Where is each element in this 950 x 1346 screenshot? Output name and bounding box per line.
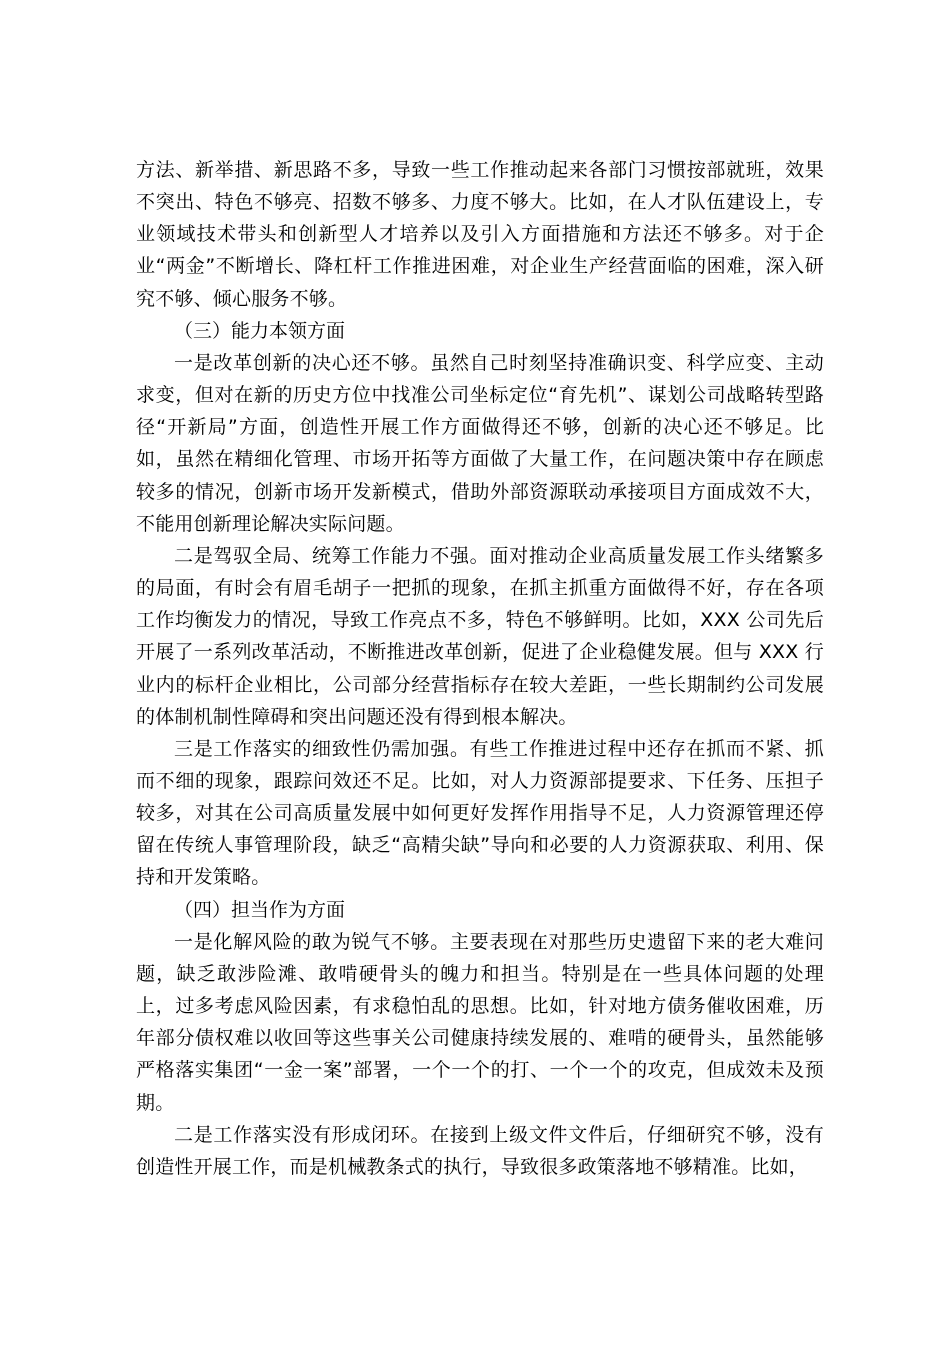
paragraph-reform-innovation: 一是改革创新的决心还不够。虽然自己时刻坚持准确识变、科学应变、主动求变，但对在新的历史方位中找准公司坐标定位“育先机”、谋划公司战略转型路径“开新局”方面，创造性开展工作方面做得还不够，创新的决心还不够足。比如，虽然在精细化管理、市场开拓等方面做了大量工作，在问题决策中存在顾虑较多的情况，创新市场开发新模式，借助外部资源联动承接项目方面成效不大，不能用创新理论解决实际问题。 bbox=[136, 351, 824, 535]
paragraph-closed-loop: 二是工作落实没有形成闭环。在接到上级文件文件后，仔细研究不够，没有创造性开展工作，而是机械教条式的执行，导致很多政策落地不够精准。比如， bbox=[136, 1123, 824, 1178]
section-heading-responsibility: （四）担当作为方面 bbox=[174, 898, 346, 921]
section-heading-ability: （三）能力本领方面 bbox=[174, 319, 346, 342]
paragraph-continuation: 方法、新举措、新思路不多，导致一些工作推动起来各部门习惯按部就班，效果不突出、特色不够亮、招数不够多、力度不够大。比如，在人才队伍建设上，专业领域技术带头和创新型人才培养以及引入方面措施和方法还不够多。对于企业“两金”不断增长、降杠杆工作推进困难，对企业生产经营面临的困难，深入研究不够、倾心服务不够。 bbox=[136, 159, 824, 310]
paragraph-overall-coordination: 二是驾驭全局、统筹工作能力不强。面对推动企业高质量发展工作头绪繁多的局面，有时会有眉毛胡子一把抓的现象，在抓主抓重方面做得不好，存在各项工作均衡发力的情况，导致工作亮点不多，特色不够鲜明。比如，XXX 公司先后开展了一系列改革活动，不断推进改革创新，促进了企业稳健发展。但与 XXX 行业内的标杆企业相比，公司部分经营指标存在较大差距，一些长期制约公司发展的体制机制性障碍和突出问题还没有得到根本解决。 bbox=[136, 544, 824, 728]
document-body bbox=[136, 154, 824, 1183]
paragraph-risk-resolution: 一是化解风险的敢为锐气不够。主要表现在对那些历史遗留下来的老大难问题，缺乏敢涉险滩、敢啃硬骨头的魄力和担当。特别是在一些具体问题的处理上，过多考虑风险因素，有求稳怕乱的思想。比如，针对地方债务催收困难，历年部分债权难以收回等这些事关公司健康持续发展的、难啃的硬骨头，虽然能够严格落实集团“一金一案”部署，一个一个的打、一个一个的攻克，但成效未及预期。 bbox=[136, 930, 824, 1114]
paragraph-work-implementation: 三是工作落实的细致性仍需加强。有些工作推进过程中还存在抓而不紧、抓而不细的现象，跟踪问效还不足。比如，对人力资源部提要求、下任务、压担子较多，对其在公司高质量发展中如何更好发挥作用指导不足，人力资源管理还停留在传统人事管理阶段，缺乏“高精尖缺”导向和必要的人力资源获取、利用、保持和开发策略。 bbox=[136, 737, 824, 889]
